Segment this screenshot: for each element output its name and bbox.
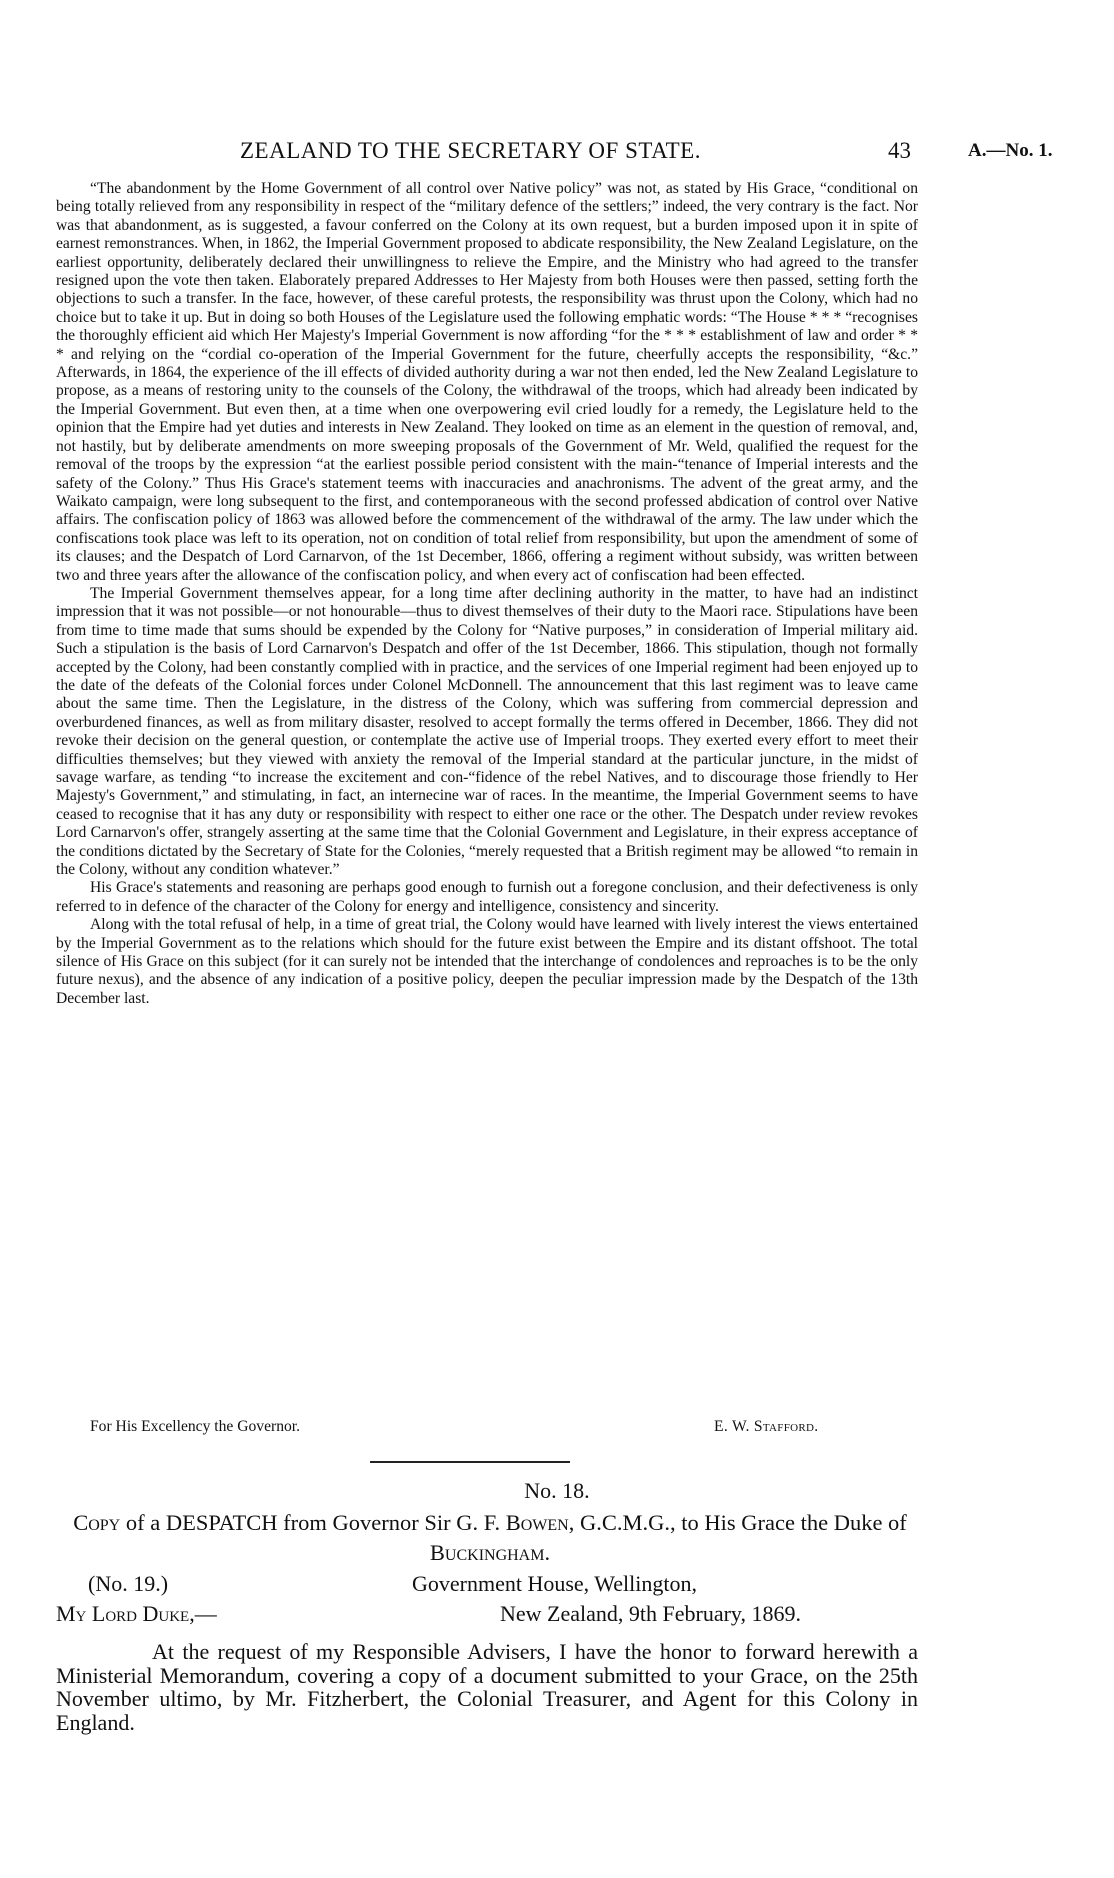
despatch-reference: (No. 19.) xyxy=(88,1571,169,1596)
memo-paragraph: “The abandonment by the Home Government of all control over Native policy” was not, as stated by His Grace, “conditional on being totally relieved from any responsibility in respect of the “military defence of the settlers;” indeed, the very contrary is the fact. Nor was that abandonment, as is suggested, a favour conferred on the Colony at its own request, but a burden imposed upon it in spite of earnest remonstrances. When, in 1862, the Imperial Government proposed to abdicate responsibility, the New Zealand Legislature, on the earliest opportunity, deliberately declared their unwillingness to relieve the Empire, and the Ministry who had agreed to the transfer resigned upon the vote then taken. Elaborately prepared Addresses to Her Majesty from both Houses were then passed, setting forth the objections to such a transfer. In the face, however, of these careful protests, the responsibility was thrust upon the Colony, which had no choice but to take it up. But in doing so both Houses of the Legislature used the following emphatic words: “The House * * * “recognises the thoroughly efficient aid which Her Majesty's Imperial Government is now affording “for the * * * establishment of law and order * * * and relying on the “cordial co-operation of the Imperial Government for the future, cheerfully accepts the responsibility, “&c.” Afterwards, in 1864, the experience of the ill effects of divided authority during a war not then ended, led the New Zealand Legislature to propose, as a means of restoring unity to the counsels of the Colony, the withdrawal of the troops, which had already been indicated by the Imperial Government. But even then, at a time when one overpowering evil cried loudly for a remedy, the Legislature held to the opinion that the Empire had yet duties and interests in New Zealand. They looked on time as an element in the question of removal, and, not hastily, but by deliberate amendments on more sweeping proposals of the Government of Mr. Weld, qualified the request for the removal of the troops by the expression “at the earliest possible period consistent with the main-“tenance of Imperial interests and the safety of the Colony.” Thus His Grace's statement teems with inaccuracies and anachronisms. The advent of the great army, and the Waikato campaign, were long subsequent to the first, and contemporaneous with the second professed abdication of control over Native affairs. The confiscation policy of 1863 was allowed before the commencement of the withdrawal of the army. The law under which the confiscations took place was left to its operation, not on condition of total relief from responsibility, but upon the amendment of some of its clauses; and the Despatch of Lord Carnarvon, of the 1st December, 1866, offering a regiment without subsidy, was written between two and three years after the allowance of the confiscation policy, and when every act of confiscation had been effected. xyxy=(56,180,918,584)
despatch-heading xyxy=(60,1508,920,1568)
despatch-paragraph: At the request of my Responsible Advisers, I have the honor to forward herewith a Ministerial Memorandum, covering a copy of a document submitted to your Grace, on the 25th November ultimo, by Mr. Fitzherbert, the Colonial Treasurer, and Agent for this Colony in England. xyxy=(56,1639,918,1735)
running-title: ZEALAND TO THE SECRETARY OF STATE. xyxy=(240,138,701,163)
heading-despatch: DESPATCH xyxy=(165,1510,278,1535)
despatch-salutation: My Lord Duke,— xyxy=(56,1601,217,1626)
memo-paragraph: Along with the total refusal of help, in a time of great trial, the Colony would have learned with lively interest the views entertained by the Imperial Government as to the relations which should for the future exist between the Empire and its distant offshoot. The total silence of His Grace on this subject (for it can surely not be intended that the interchange of condolences and reproaches is to be the only future nexus), and the absence of any indication of a positive policy, deepen the peculiar impression made by the Despatch of the 13th December last. xyxy=(56,916,918,1007)
despatch-place-line-2: New Zealand, 9th February, 1869. xyxy=(500,1601,801,1626)
memo-paragraph: His Grace's statements and reasoning are perhaps good enough to furnish out a foregone conclusion, and their defectiveness is only referred to in defence of the character of the Colony for energy and intelligence, consistency and sincerity. xyxy=(56,879,918,915)
page-number: 43 xyxy=(888,138,911,163)
heading-from: from Governor Sir G. F. xyxy=(277,1510,506,1535)
memo-signature: E. W. Stafford. xyxy=(714,1418,819,1435)
despatch-number: No. 18. xyxy=(524,1478,590,1503)
paper-reference: A.—No. 1. xyxy=(968,140,1053,161)
despatch-place-line-1: Government House, Wellington, xyxy=(412,1571,698,1596)
heading-end: . xyxy=(544,1540,551,1565)
heading-copy: Copy xyxy=(73,1510,121,1535)
memo-paragraph: The Imperial Government themselves appear, for a long time after declining authority in the matter, to have had an indistinct impression that it was not possible—or not honourable—thus to divest themselves of their duty to the Maori race. Stipulations have been from time to time made that sums should be expended by the Colony for “Native purposes,” in consideration of Imperial military aid. Such a stipulation is the basis of Lord Carnarvon's Despatch and offer of the 1st December, 1866. This stipulation, though not formally accepted by the Colony, had been constantly complied with in practice, and the services of one Imperial regiment had been enjoyed up to the date of the defeats of the Colonial forces under Colonel McDonnell. The announcement that this last regiment was to leave came about the same time. Then the Legislature, in the distress of the Colony, which was suffering from commercial depression and overburdened finances, as well as from military disaster, resolved to accept formally the terms offered in December, 1866. They did not revoke their decision on the general question, or contemplate the active use of Imperial troops. They exerted every effort to meet their difficulties themselves; but they viewed with anxiety the removal of the Imperial standard at the particular juncture, in the midst of savage warfare, as tending “to increase the excitement and con-“fidence of the rebel Natives, and to discourage those friendly to Her Majesty's Government,” and stimulating, in fact, an internecine war of races. In the meantime, the Imperial Government seems to have ceased to recognise that it has any duty or responsibility with respect to either one race or the other. The Despatch under review revokes Lord Carnarvon's offer, strangely asserting at the same time that the Colonial Government and Legislature, in their express acceptance of the conditions dictated by the Secretary of State for the Colonies, “merely requested that a British regiment may be allowed “to remain in the Colony, without any condition whatever.” xyxy=(56,584,918,879)
heading-of-a: of a xyxy=(120,1510,166,1535)
section-divider xyxy=(370,1461,570,1463)
despatch-body xyxy=(56,1640,918,1734)
memo-signoff xyxy=(56,1418,918,1436)
heading-bowen: Bowen xyxy=(505,1510,569,1535)
heading-buckingham: Buckingham xyxy=(429,1540,545,1565)
heading-honours: , G.C.M.G., to His Grace the Duke of xyxy=(568,1510,907,1535)
memorandum-body xyxy=(56,180,918,1008)
memo-addressee: For His Excellency the Governor. xyxy=(90,1418,301,1435)
